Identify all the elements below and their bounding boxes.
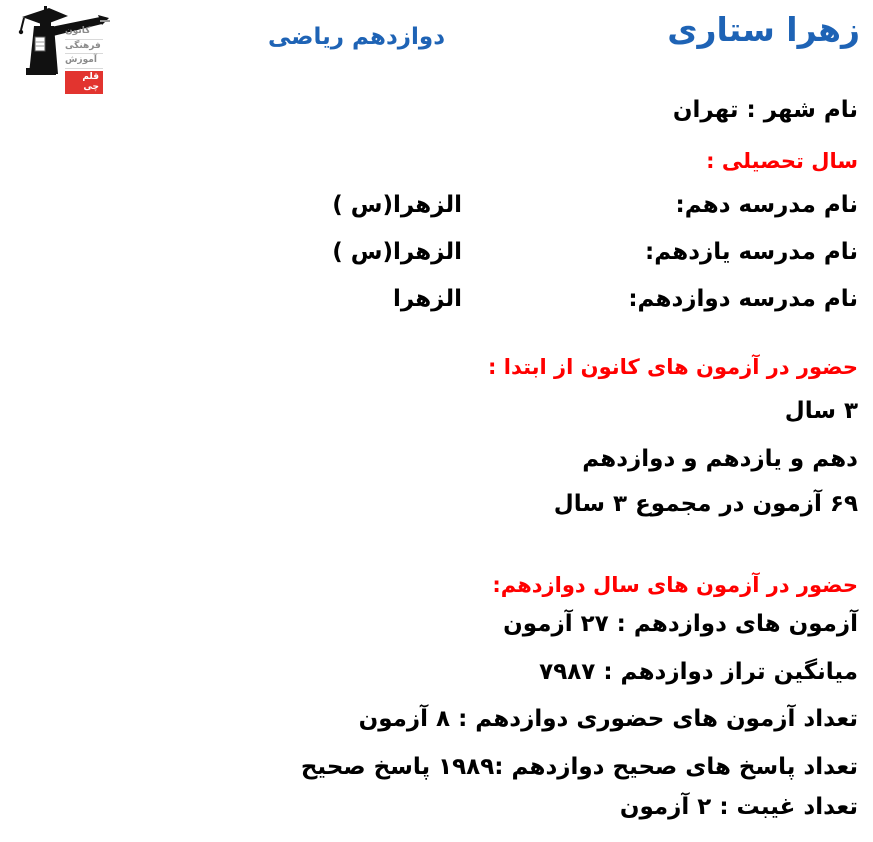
twelfth-average-score: میانگین تراز دوازدهم : ۷۹۸۷ bbox=[539, 659, 858, 685]
logo-brand-badge: قلم چی bbox=[65, 71, 103, 94]
school-row-12th bbox=[0, 286, 873, 318]
kanoon-logo bbox=[8, 4, 112, 90]
logo-dash-decoration bbox=[100, 20, 110, 22]
school-row-11th bbox=[0, 239, 873, 271]
twelfth-exam-count: آزمون های دوازدهم : ۲۷ آزمون bbox=[503, 611, 858, 637]
school-10th-label: نام مدرسه دهم: bbox=[675, 192, 858, 218]
school-10th-value: الزهرا(س ) bbox=[332, 192, 462, 218]
kanoon-history-grades: دهم و یازدهم و دوازدهم bbox=[582, 446, 858, 472]
student-name-title: زهرا ستاری bbox=[667, 10, 860, 49]
twelfth-exams-heading: حضور در آزمون های سال دوازدهم: bbox=[492, 573, 858, 597]
school-12th-value: الزهرا bbox=[393, 286, 462, 312]
logo-text-column bbox=[65, 25, 103, 94]
logo-org-word-3: آموزش bbox=[65, 54, 103, 69]
grade-field-subtitle: دوازدهم ریاضی bbox=[267, 24, 445, 50]
school-11th-value: الزهرا(س ) bbox=[332, 239, 462, 265]
twelfth-in-person-exams: تعداد آزمون های حضوری دوازدهم : ۸ آزمون bbox=[358, 706, 858, 732]
logo-org-word-2: فرهنگی bbox=[65, 40, 103, 55]
twelfth-absences: تعداد غیبت : ۲ آزمون bbox=[619, 794, 858, 820]
kanoon-history-total-exams: ۶۹ آزمون در مجموع ۳ سال bbox=[553, 491, 858, 517]
school-12th-label: نام مدرسه دوازدهم: bbox=[628, 286, 858, 312]
twelfth-correct-answers: تعداد پاسخ های صحیح دوازدهم :۱۹۸۹ پاسخ صحیح bbox=[300, 754, 858, 780]
kanoon-history-heading: حضور در آزمون های کانون از ابتدا : bbox=[488, 355, 858, 379]
city-line: نام شهر : تهران bbox=[672, 97, 858, 123]
school-row-10th bbox=[0, 192, 873, 224]
logo-org-word-1: کانون bbox=[65, 25, 103, 40]
kanoon-history-years: ۳ سال bbox=[784, 398, 858, 424]
school-11th-label: نام مدرسه یازدهم: bbox=[645, 239, 858, 265]
academic-year-label: سال تحصیلی : bbox=[706, 149, 858, 173]
